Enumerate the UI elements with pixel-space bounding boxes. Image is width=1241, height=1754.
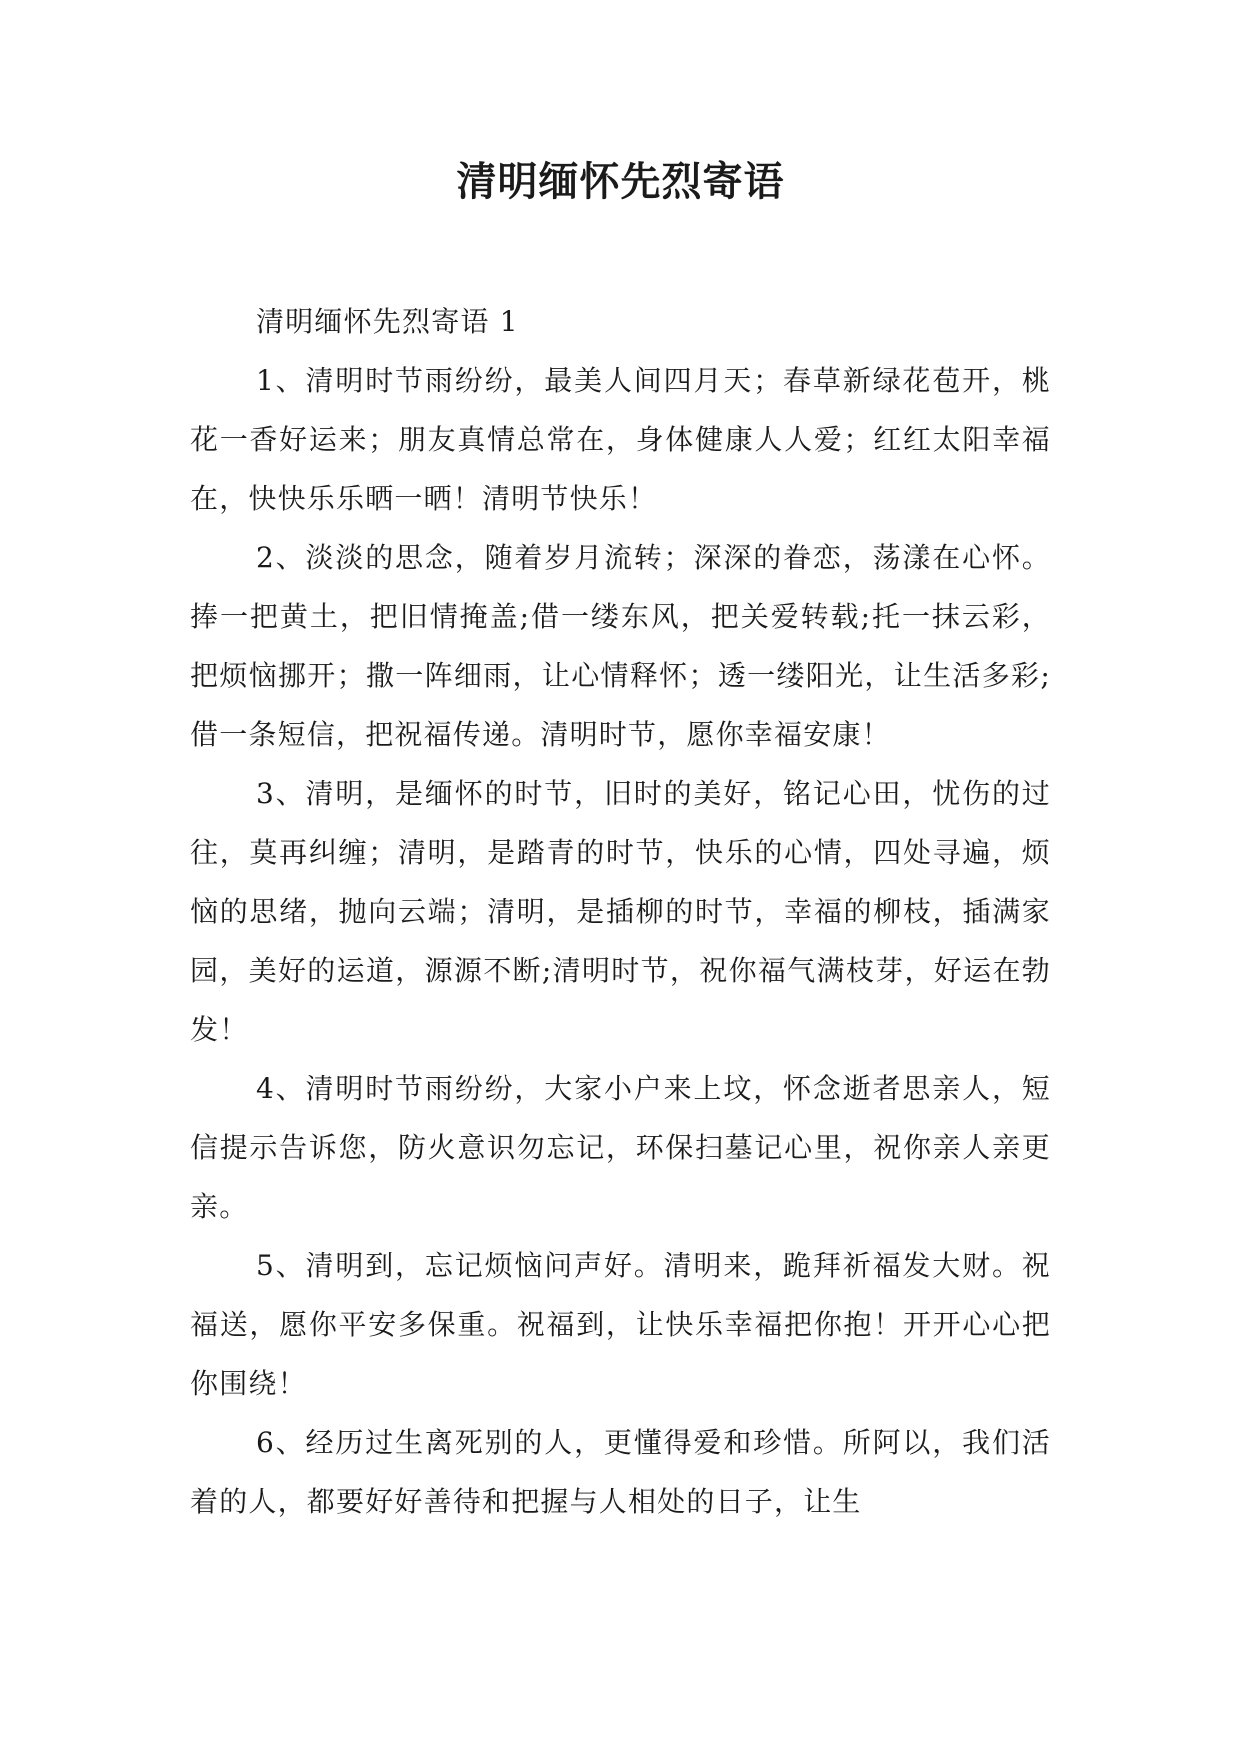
document-body <box>190 292 1051 1531</box>
paragraph-4: 4、清明时节雨纷纷，大家小户来上坟，怀念逝者思亲人，短信提示告诉您，防火意识勿忘记，环保扫墓记心里，祝你亲人亲更亲。 <box>190 1072 1051 1223</box>
paragraph-2: 2、淡淡的思念，随着岁月流转；深深的眷恋，荡漾在心怀。捧一把黄土，把旧情掩盖;借一缕东风，把关爱转载;托一抹云彩，把烦恼挪开；撒一阵细雨，让心情释怀；透一缕阳光，让生活多彩;借一条短信，把祝福传递。清明时节，愿你幸福安康！ <box>190 541 1051 751</box>
paragraph-1: 1、清明时节雨纷纷，最美人间四月天；春草新绿花苞开，桃花一香好运来；朋友真情总常在，身体健康人人爱；红红太阳幸福在，快快乐乐晒一晒！清明节快乐！ <box>190 364 1051 515</box>
paragraph-6: 6、经历过生离死别的人，更懂得爱和珍惜。所阿以，我们活着的人，都要好好善待和把握与人相处的日子，让生 <box>190 1426 1051 1518</box>
paragraph-3: 3、清明，是缅怀的时节，旧时的美好，铭记心田，忧伤的过往，莫再纠缠；清明，是踏青的时节，快乐的心情，四处寻遍，烦恼的思绪，抛向云端；清明，是插柳的时节，幸福的柳枝，插满家园，美好的运道，源源不断;清明时节，祝你福气满枝芽，好运在勃发！ <box>190 777 1051 1046</box>
document-title: 清明缅怀先烈寄语 <box>456 159 785 205</box>
paragraph-5: 5、清明到，忘记烦恼问声好。清明来，跪拜祈福发大财。祝福送，愿你平安多保重。祝福到，让快乐幸福把你抱！开开心心把你围绕！ <box>190 1249 1051 1400</box>
section-title: 清明缅怀先烈寄语 1 <box>256 305 519 338</box>
